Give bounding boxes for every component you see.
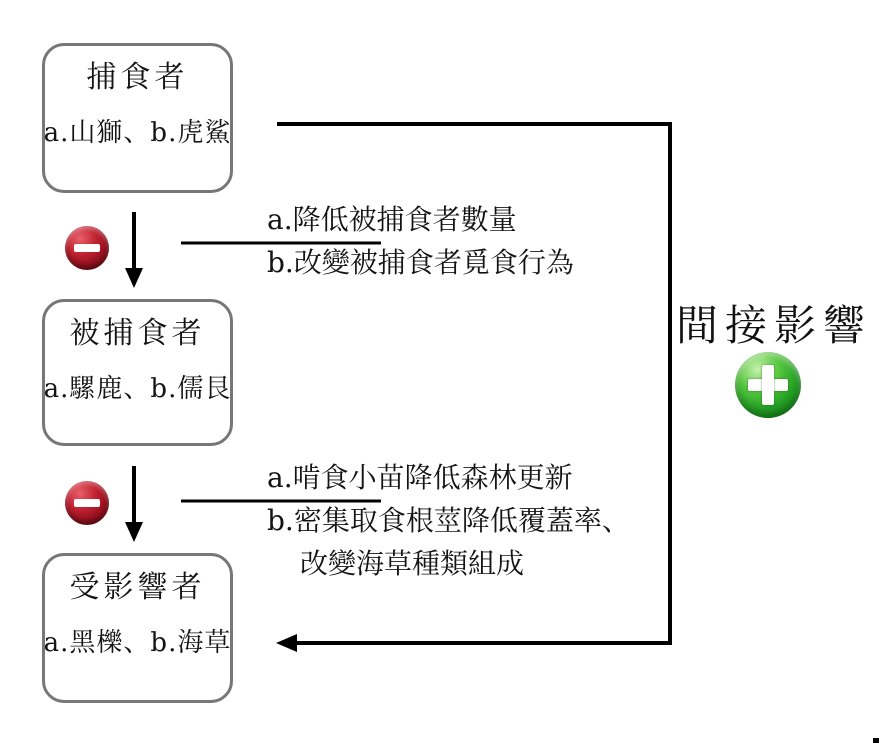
box-affected-title: 受影響者 bbox=[69, 570, 206, 605]
negative-effect-icon-1 bbox=[65, 226, 109, 270]
effect-label-1-line-b: b.改變被捕食者覓食行為 bbox=[267, 246, 574, 279]
indirect-effect-title: 間接影響 bbox=[676, 301, 873, 350]
down-arrow-predator-to-prey bbox=[125, 212, 143, 288]
box-affected-examples: a.黑櫟、b.海草 bbox=[43, 627, 232, 658]
positive-effect-icon bbox=[735, 352, 801, 418]
effect-label-2-line-a: a.啃食小苗降低森林更新 bbox=[267, 461, 573, 494]
box-prey-examples: a.騾鹿、b.儒艮 bbox=[43, 373, 232, 404]
box-predator-title: 捕食者 bbox=[86, 60, 189, 95]
box-prey-title: 被捕食者 bbox=[69, 316, 206, 351]
effect-label-1-line-a: a.降低被捕食者數量 bbox=[267, 203, 517, 236]
box-affected bbox=[42, 553, 233, 703]
down-arrow-prey-to-affected bbox=[125, 466, 143, 542]
box-predator bbox=[42, 43, 233, 193]
minus-bar-icon bbox=[74, 244, 100, 252]
negative-effect-icon-2 bbox=[65, 481, 109, 525]
effect-label-2-line-b: b.密集取食根莖降低覆蓋率、 bbox=[267, 504, 630, 537]
minus-bar-icon bbox=[74, 499, 100, 507]
corner-mark bbox=[873, 738, 879, 743]
box-predator-examples: a.山獅、b.虎鯊 bbox=[43, 117, 232, 148]
plus-bar-icon bbox=[762, 365, 774, 405]
effect-label-2-line-b-cont: 改變海草種類組成 bbox=[300, 547, 525, 580]
box-prey bbox=[42, 299, 233, 446]
